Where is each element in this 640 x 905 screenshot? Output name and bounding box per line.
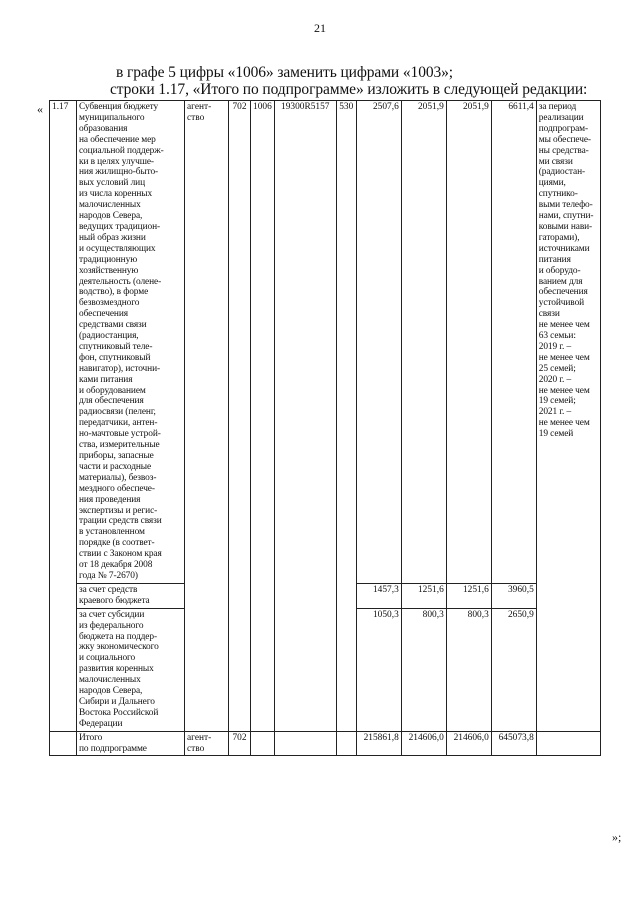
text-line: части и расходные: [79, 461, 152, 472]
text-line: обеспечения: [538, 287, 588, 298]
text-line: навигатор), источни-: [79, 363, 161, 374]
text-line: ками питания: [79, 374, 133, 385]
row-csr: 19300R5157: [274, 101, 336, 732]
text-line: для обеспечения: [79, 396, 144, 407]
row-value-2021: 2051,9: [446, 101, 491, 584]
text-line: в установленном: [79, 527, 145, 538]
row-value-2020: 800,3: [401, 608, 446, 731]
text-line: не менее чем: [538, 385, 590, 396]
row-value-2020: 214606,0: [401, 731, 446, 756]
text-line: из федерального: [79, 620, 144, 631]
text-line: (радиостанция,: [79, 331, 139, 342]
text-line: 19 семей;: [538, 396, 576, 407]
text-line: народов Севера,: [79, 686, 143, 697]
text-line: (радиостан-: [538, 167, 586, 178]
row-rzpr: 1006: [251, 101, 275, 732]
row-value-2021: 1251,6: [446, 583, 491, 608]
row-number: 1.17: [50, 101, 77, 732]
text-line: передатчики, антен-: [79, 418, 158, 429]
text-line: ство: [187, 743, 205, 754]
text-line: бюджета на поддер-: [79, 631, 157, 642]
table-row-total: [50, 731, 601, 756]
row-value-total: 3960,5: [491, 583, 536, 608]
text-line: 19 семей: [538, 429, 574, 440]
row-value-2020: 1251,6: [401, 583, 446, 608]
text-line: ства, измерительные: [79, 440, 160, 451]
text-line: 2019 г. –: [538, 341, 572, 352]
text-line: ванием для: [538, 276, 583, 287]
intro-line-2: строки 1.17, «Итого по подпрограмме» изложить в следующей редакции:: [110, 81, 588, 98]
row-value-total: 2650,9: [491, 608, 536, 731]
text-line: ки в целях улучше-: [79, 156, 154, 167]
text-line: выми телефо-: [538, 200, 593, 211]
text-line: трации средств связи: [79, 516, 162, 527]
text-line: устойчивой: [538, 298, 585, 309]
text-line: связи: [538, 309, 560, 320]
opening-quote: «: [37, 102, 43, 116]
intro-line-1: в графе 5 цифры «1006» заменить цифрами «1003»;: [116, 64, 453, 81]
text-line: из числа коренных: [79, 189, 153, 200]
text-line: хозяйственную: [79, 265, 139, 276]
text-line: мы обеспече-: [538, 134, 591, 145]
text-line: по подпрограмме: [79, 743, 147, 754]
row-grbs: 702: [229, 731, 251, 756]
text-line: ми связи: [538, 156, 573, 167]
row-agency: [185, 731, 229, 756]
text-line: и социального: [79, 653, 136, 664]
row-description: [77, 731, 185, 756]
text-line: фон, спутниковый: [79, 352, 151, 363]
text-line: народов Севера,: [79, 211, 143, 222]
row-rzpr: [251, 731, 275, 756]
page-number: 21: [314, 21, 326, 35]
text-line: Субвенция бюджету: [79, 102, 159, 112]
row-value-2020: 2051,9: [401, 101, 446, 584]
text-line: гаторами),: [538, 232, 580, 243]
text-line: экспертизы и регис-: [79, 505, 158, 516]
text-line: ния проведения: [79, 494, 141, 505]
text-line: деятельность (олене-: [79, 276, 162, 287]
text-line: питания: [538, 254, 571, 265]
row-description: [77, 583, 185, 608]
text-line: образования: [79, 123, 128, 134]
text-line: агент-: [187, 102, 212, 112]
text-line: ствии с Законом края: [79, 549, 162, 560]
row-description: [77, 608, 185, 731]
text-line: материалы), безвоз-: [79, 472, 157, 483]
text-line: источниками: [538, 243, 590, 254]
text-line: ковыми нави-: [538, 221, 593, 232]
closing-quote: »;: [612, 830, 622, 844]
text-line: 25 семей;: [538, 363, 576, 374]
text-line: спутниковый теле-: [79, 341, 153, 352]
text-line: социальной поддерж-: [79, 145, 164, 156]
row-expected-result: [536, 101, 600, 732]
text-line: и оборудованием: [79, 385, 146, 396]
row-value-2019: 215861,8: [356, 731, 401, 756]
row-value-2019: 1050,3: [356, 608, 401, 731]
row-vr: 530: [336, 101, 356, 732]
text-line: вых условий лиц: [79, 178, 145, 189]
text-line: ный образ жизни: [79, 232, 146, 243]
text-line: ны средства-: [538, 145, 589, 156]
row-value-2021: 214606,0: [446, 731, 491, 756]
row-number: [50, 731, 77, 756]
row-value-2021: 800,3: [446, 608, 491, 731]
text-line: и осуществляющих: [79, 243, 156, 254]
text-line: водство), в форме: [79, 287, 149, 298]
row-description: [77, 101, 185, 584]
text-line: Федерации: [79, 718, 123, 729]
text-line: агент-: [187, 732, 212, 743]
text-line: средствами связи: [79, 320, 147, 331]
text-line: Сибири и Дальнего: [79, 696, 155, 707]
text-line: ство: [187, 112, 205, 123]
text-line: за счет средств: [79, 584, 138, 595]
text-line: малочисленных: [79, 675, 141, 686]
text-line: и оборудо-: [538, 265, 581, 276]
text-line: за период: [538, 102, 577, 112]
row-value-total: 6611,4: [491, 101, 536, 584]
text-line: подпрограм-: [538, 123, 588, 134]
text-line: традиционную: [79, 254, 138, 265]
text-line: радиосвязи (пеленг,: [79, 407, 156, 418]
text-line: циями,: [538, 178, 566, 189]
row-grbs: 702: [229, 101, 251, 732]
row-csr: [274, 731, 336, 756]
text-line: от 18 декабря 2008: [79, 560, 153, 571]
row-expected-result: [536, 731, 600, 756]
text-line: Востока Российской: [79, 707, 159, 718]
text-line: жку экономического: [79, 642, 159, 653]
text-line: не менее чем: [538, 418, 590, 429]
text-line: нами, спутни-: [538, 211, 594, 222]
text-line: не менее чем: [538, 320, 590, 331]
budget-table: [49, 100, 601, 756]
table-row-main: [50, 101, 601, 584]
text-line: порядке (в соответ-: [79, 538, 155, 549]
text-line: краевого бюджета: [79, 595, 150, 606]
text-line: спутнико-: [538, 189, 578, 200]
text-line: за счет субсидии: [79, 609, 145, 620]
row-value-2019: 2507,6: [356, 101, 401, 584]
text-line: на обеспечение мер: [79, 134, 156, 145]
text-line: развития коренных: [79, 664, 154, 675]
text-line: малочисленных: [79, 200, 141, 211]
text-line: реализации: [538, 112, 584, 123]
row-value-2019: 1457,3: [356, 583, 401, 608]
text-line: 2020 г. –: [538, 374, 572, 385]
text-line: обеспечения: [79, 309, 128, 320]
text-line: 63 семьи:: [538, 331, 576, 342]
row-vr: [336, 731, 356, 756]
text-line: ведущих традицион-: [79, 221, 161, 232]
text-line: не менее чем: [538, 352, 590, 363]
text-line: мездного обеспече-: [79, 483, 155, 494]
text-line: безвозмездного: [79, 298, 140, 309]
row-value-total: 645073,8: [491, 731, 536, 756]
text-line: Итого: [79, 732, 103, 743]
row-agency: [185, 101, 229, 732]
text-line: ния жилищно-быто-: [79, 167, 159, 178]
text-line: муниципального: [79, 112, 145, 123]
text-line: но-мачтовые устрой-: [79, 429, 161, 440]
text-line: года № 7-2670): [79, 570, 138, 581]
text-line: приборы, запасные: [79, 451, 154, 461]
text-line: 2021 г. –: [538, 407, 572, 418]
